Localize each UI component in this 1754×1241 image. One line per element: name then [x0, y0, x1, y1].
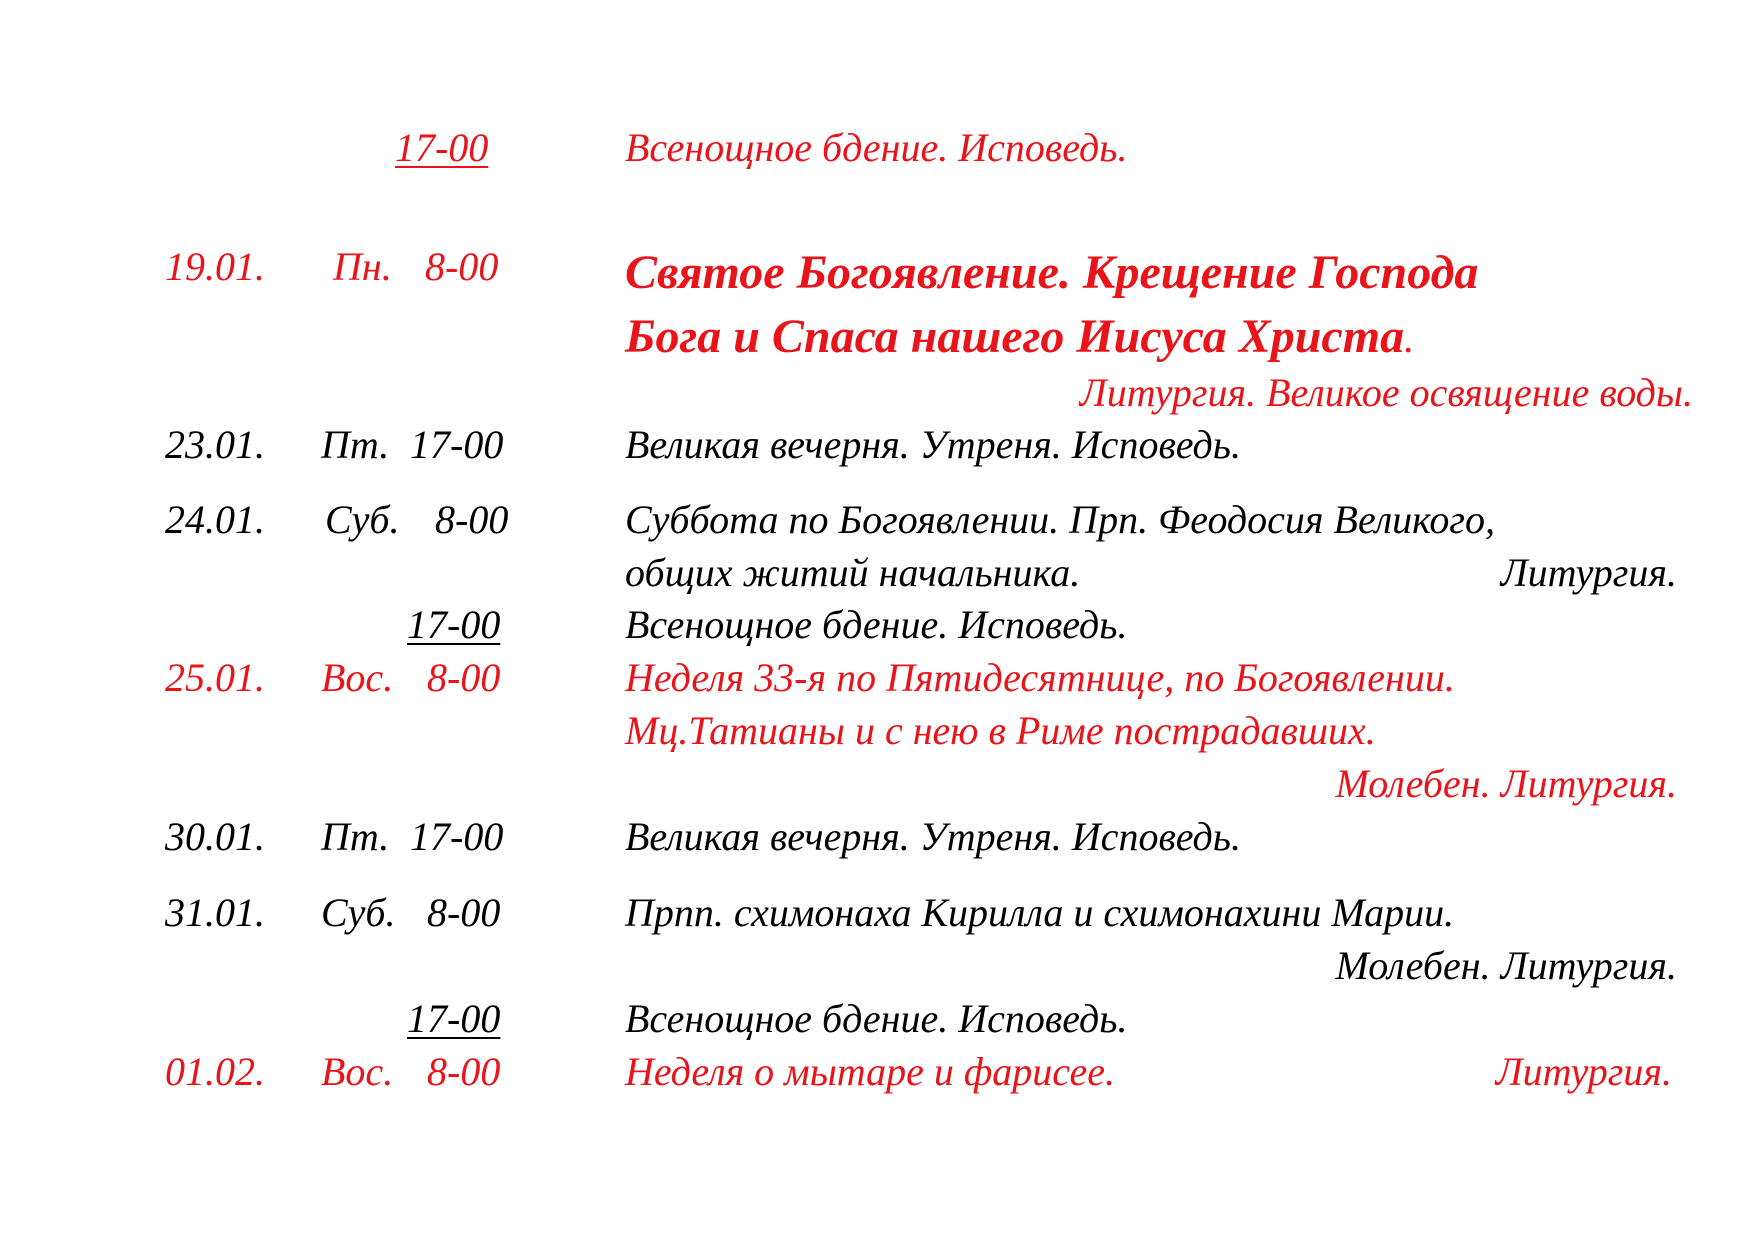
weekday: Суб. [325, 497, 400, 542]
service-description-line1: Неделя 33-я по Пятидесятнице, по Богоявлении. [625, 655, 1455, 700]
weekday: Пт. [321, 422, 390, 467]
weekday: Пт. [321, 814, 390, 859]
date-label [165, 422, 518, 467]
date-label [165, 497, 518, 542]
date-label [165, 1049, 510, 1094]
date-label [165, 890, 510, 935]
date: 31.01. [165, 890, 265, 935]
time: 8-00 [435, 497, 509, 542]
service-description: Всенощное бдение. Исповедь. [625, 996, 1128, 1041]
time-label: 17-00 [395, 125, 489, 170]
time: 8-00 [427, 655, 501, 700]
time: 17-00 [410, 422, 504, 467]
weekday: Вос. [321, 1049, 394, 1094]
feast-title-line1: Святое Богоявление. Крещение Господа [625, 246, 1479, 299]
time-label: 17-00 [407, 602, 501, 647]
date: 25.01. [165, 655, 265, 700]
service-description-line2: общих житий начальника. [625, 550, 1081, 595]
service-description: Прпп. схимонаха Кирилла и схимонахини Марии. [625, 890, 1455, 935]
service-description: Всенощное бдение. Исповедь. [625, 125, 1128, 170]
service-description: Неделя о мытаре и фарисее. [625, 1049, 1116, 1094]
service-description: Всенощное бдение. Исповедь. [625, 602, 1128, 647]
service-list: Молебен. Литургия. [1335, 943, 1677, 988]
service-list: Молебен. Литургия. [1335, 761, 1677, 806]
service-description-line1: Суббота по Богоявлении. Прп. Феодосия Великого, [625, 497, 1495, 542]
date: 01.02. [165, 1049, 265, 1094]
service-description: Великая вечерня. Утреня. Исповедь. [625, 814, 1241, 859]
date-label [165, 655, 510, 700]
time: 8-00 [427, 1049, 501, 1094]
date: 30.01. [165, 814, 265, 859]
date: 24.01. [165, 497, 265, 542]
time: 8-00 [425, 244, 499, 289]
service-description: Великая вечерня. Утреня. Исповедь. [625, 422, 1241, 467]
date: 23.01. [165, 422, 265, 467]
time: 8-00 [427, 890, 501, 935]
service-list: Литургия. [1495, 1049, 1672, 1094]
feast-title-line2 [625, 310, 1415, 363]
service-list: Литургия. [1500, 550, 1677, 595]
service-description-line2: Мц.Татианы и с нею в Риме пострадавших. [625, 708, 1376, 753]
weekday: Вос. [321, 655, 394, 700]
service-list: Литургия. Великое освящение воды. [1079, 370, 1693, 415]
date-label [165, 814, 518, 859]
feast-title-text: Бога и Спаса нашего Иисуса Христа [625, 310, 1405, 363]
time-label: 17-00 [407, 996, 501, 1041]
time: 17-00 [410, 814, 504, 859]
date-label [165, 244, 507, 289]
weekday: Пн. [333, 244, 392, 289]
feast-title-dot: . [1404, 316, 1415, 361]
date: 19.01. [165, 244, 265, 289]
weekday: Суб. [321, 890, 396, 935]
